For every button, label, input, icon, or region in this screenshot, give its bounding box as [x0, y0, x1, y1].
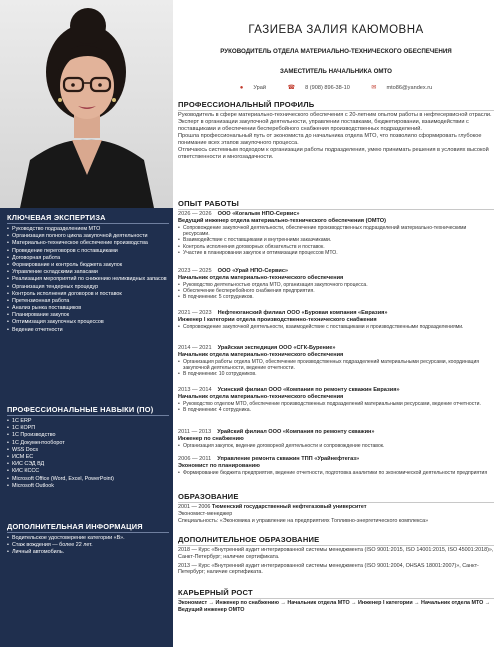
job-entry: [178, 268, 494, 301]
list-item: • Организация тендерных процедур: [7, 284, 169, 291]
phone-icon: ☎: [287, 85, 296, 91]
extra-info-section: [7, 522, 169, 557]
list-item: • Договорная работа: [7, 255, 169, 262]
list-item: • Материально-техническое обеспечение производства: [7, 240, 169, 247]
list-item: • Руководство деятельностью отдела МТО, организация закупочного процесса.: [178, 282, 494, 288]
list-item: • Руководство отделом МТО, обеспечение производственных подразделений материальными ресурсами, ведение отчетности.: [178, 401, 494, 407]
job-title: РУКОВОДИТЕЛЬ ОТДЕЛА МАТЕРИАЛЬНО-ТЕХНИЧЕСКОГО ОБЕСПЕЧЕНИЯ: [220, 48, 452, 55]
profile-text: [178, 112, 494, 161]
list-item: • Формирование и контроль бюджета закупок: [7, 262, 169, 269]
list-item: • Стаж вождения — более 22 лет.: [7, 542, 169, 549]
list-item: • ИСМ ЕС: [7, 454, 169, 461]
job-entry: [178, 456, 494, 476]
list-item: • Сопровождение закупочной деятельности, взаимодействие с поставщиками и производственными подразделениями.: [178, 324, 494, 330]
list-item: • Планирование закупок: [7, 312, 169, 319]
job-dates: 2026 — 2026: [178, 211, 212, 217]
job-company: Нефтеюганский филиал ООО «Буровая компания «Евразия»: [217, 310, 388, 316]
job-role: Начальник отдела материально-технического обеспечения: [178, 275, 344, 281]
main-content: [178, 0, 494, 647]
education-years: 2001 — 2006: [178, 504, 211, 510]
list-item: • Организация закупок, ведение договорной деятельности и сопровождение поставок.: [178, 443, 494, 449]
job-subtitle: ЗАМЕСТИТЕЛЬ НАЧАЛЬНИКА ОМТО: [279, 68, 392, 75]
list-item: • КИС СЭД ВД: [7, 461, 169, 468]
contacts: [178, 84, 494, 91]
list-item: • 1С КОРП: [7, 425, 169, 432]
list-item: • Оптимизация закупочных процессов: [7, 319, 169, 326]
job-company: Урайская экспедиция ООО «СГК-Бурение»: [217, 345, 336, 351]
education-school: Тюменский государственный нефтегазовый университет: [211, 504, 367, 510]
job-entry: [178, 345, 494, 378]
job-role: Экономист по планированию: [178, 463, 260, 469]
list-item: • Формирование бюджета предприятия, ведение отчетности, подготовка аналитики по экономической деятельности предприятия: [178, 470, 494, 476]
list-item: • Организация полного цикла закупочной деятельности: [7, 233, 169, 240]
list-item: 2013 — Курс «Внутренний аудит интегрированной системы менеджмента (ISO 9001:2004, OHSAS 18001:2007)», Санкт-Петербург; наличие сертификата.: [178, 562, 479, 576]
job-role: Ведущий инженер отдела материально-технического обеспечения (ОМТО): [178, 218, 386, 224]
job-company: Урайский филиал ООО «Компания по ремонту скважин»: [217, 429, 375, 435]
list-item: • Microsoft Outlook: [7, 483, 169, 490]
contact-phone[interactable]: ☎ 8 (908) 896-38-10: [287, 85, 350, 91]
job-entry: [178, 310, 494, 330]
contact-email[interactable]: ✉ mto86@yandex.ru: [371, 85, 433, 91]
experience-title: ОПЫТ РАБОТЫ: [178, 199, 494, 210]
profile-paragraph: Руководитель в сфере материально-технического обеспечения с 20-летним опытом работы в нефтесервисной отрасли.: [178, 112, 492, 118]
job-company: ООО «Когалым НПО-Сервис»: [217, 211, 300, 217]
list-item: • Организация работы отдела МТО, обеспечение производственных подразделений материальными ресурсами, координация закупочной деятельности, ведение отчетности.: [178, 359, 494, 371]
list-item: • Проведение переговоров с поставщиками: [7, 248, 169, 255]
list-item: • 1С Документооборот: [7, 440, 169, 447]
list-item: • Претензионная работа: [7, 298, 169, 305]
education-specialty: Специальность: «Экономика и управление на предприятиях Топливно-энергетического комплекса»: [178, 517, 429, 524]
job-entry: [178, 211, 494, 256]
skills-section: [7, 405, 169, 490]
profile-paragraph: Эксперт в организации закупочной деятельности, управлении поставками, бюджетировании, взаимодействии с поставщиками и обеспечении бесперебойного снабжения производственных подразделений.: [178, 119, 469, 132]
list-item: • 1С Производство: [7, 432, 169, 439]
education-degree: Экономист-менеджер: [178, 510, 233, 517]
career-title: КАРЬЕРНЫЙ РОСТ: [178, 588, 494, 599]
job-company: Управление ремонта скважин ТПП «Урайнефтегаз»: [217, 456, 360, 462]
list-item: • Анализ рынка поставщиков: [7, 305, 169, 312]
job-company: ООО «Урай НПО-Сервис»: [217, 268, 289, 274]
education-title: ОБРАЗОВАНИЕ: [178, 492, 494, 503]
job-company: Усинский филиал ООО «Компания по ремонту скважин Евразия»: [217, 387, 400, 393]
candidate-name: ГАЗИЕВА ЗАЛИЯ КАЮМОВНА: [248, 24, 424, 36]
list-item: • Обеспечение бесперебойного снабжения предприятия.: [178, 288, 494, 294]
job-entry: [178, 429, 494, 449]
skills-title: ПРОФЕССИОНАЛЬНЫЕ НАВЫКИ (ПО): [7, 405, 169, 416]
contact-city: ● Урай: [239, 85, 267, 91]
list-item: • Microsoft Office (Word, Excel, PowerPoint): [7, 476, 169, 483]
list-item: • В подчинении: 10 сотрудников.: [178, 371, 494, 377]
extra-info-title: ДОПОЛНИТЕЛЬНАЯ ИНФОРМАЦИЯ: [7, 522, 169, 533]
job-role: Начальник отдела материально-технического обеспечения: [178, 352, 344, 358]
job-dates: 2013 — 2014: [178, 387, 212, 393]
job-role: Инженер I категории отдела производственно-технического снабжения: [178, 317, 377, 323]
job-role: Инженер по снабжению: [178, 436, 244, 442]
mail-icon: ✉: [371, 85, 377, 91]
list-item: • Личный автомобиль.: [7, 549, 169, 556]
expertise-list: [7, 226, 169, 333]
profile-photo: [0, 0, 173, 208]
location-pin-icon: ●: [239, 85, 244, 91]
job-dates: 2023 — 2025: [178, 268, 212, 274]
list-item: • Контроль исполнения договорных обязательств и поставок.: [178, 244, 494, 250]
list-item: 2018 — Курс «Внутренний аудит интегрированной системы менеджмента (ISO 9001:2015, ISO 14001:2015, ISO 45001:2018)», Санкт-Петербург; наличие сертификата.: [178, 547, 494, 560]
list-item: • Ведение отчетности: [7, 327, 169, 334]
education-block: [178, 504, 494, 524]
job-entry: [178, 387, 494, 413]
list-item: • 1С ERP: [7, 418, 169, 425]
job-role: Начальник отдела материально-технического обеспечения: [178, 394, 344, 400]
list-item: • КИС КССС: [7, 468, 169, 475]
job-dates: 2011 — 2013: [178, 429, 212, 435]
sidebar: [0, 0, 173, 647]
profile-title: ПРОФЕССИОНАЛЬНЫЙ ПРОФИЛЬ: [178, 100, 494, 111]
profile-paragraph: Отличаюсь системным подходом к организации работы подразделения, умею принимать решения в условиях высокой ответственности и многозадачности.: [178, 147, 489, 160]
list-item: • Руководство подразделением МТО: [7, 226, 169, 233]
career-path-text: Экономист → Инженер по снабжению → Начальник отдела МТО → Инженер I категории → Начальник отдела МТО → Ведущий инженер ОМТО: [178, 600, 491, 613]
list-item: • Управление складскими запасами: [7, 269, 169, 276]
job-dates: 2014 — 2021: [178, 345, 212, 351]
expertise-section: [7, 213, 169, 334]
list-item: • В подчинении: 5 сотрудников.: [178, 294, 494, 300]
additional-education-title: ДОПОЛНИТЕЛЬНОЕ ОБРАЗОВАНИЕ: [178, 535, 494, 546]
job-dates: 2006 — 2011: [178, 456, 212, 462]
list-item: • Реализация мероприятий по снижению неликвидных запасов: [7, 276, 169, 283]
career-path: [178, 600, 494, 614]
list-item: • Участие в планировании закупок и оптимизации процессов МТО.: [178, 250, 494, 256]
skills-list: [7, 418, 169, 489]
extra-info-list: [7, 535, 169, 556]
list-item: • Водительское удостоверение категории «В».: [7, 535, 169, 542]
list-item: • Контроль исполнения договоров и поставок: [7, 291, 169, 298]
profile-paragraph: Прошла профессиональный путь от экономиста до начальника отдела МТО, что позволило сформировать глубокое понимание всех этапов закупочного процесса.: [178, 133, 482, 146]
list-item: • В подчинении: 4 сотрудника.: [178, 407, 494, 413]
job-dates: 2021 — 2023: [178, 310, 212, 316]
list-item: • Взаимодействие с поставщиками и внутренними заказчиками.: [178, 237, 494, 243]
expertise-title: КЛЮЧЕВАЯ ЭКСПЕРТИЗА: [7, 213, 169, 224]
list-item: • Сопровождение закупочной деятельности, обеспечение производственных подразделений материально-техническими ресурсами.: [178, 225, 494, 237]
additional-education-block: [178, 547, 494, 576]
list-item: • WSS Docs: [7, 447, 169, 454]
